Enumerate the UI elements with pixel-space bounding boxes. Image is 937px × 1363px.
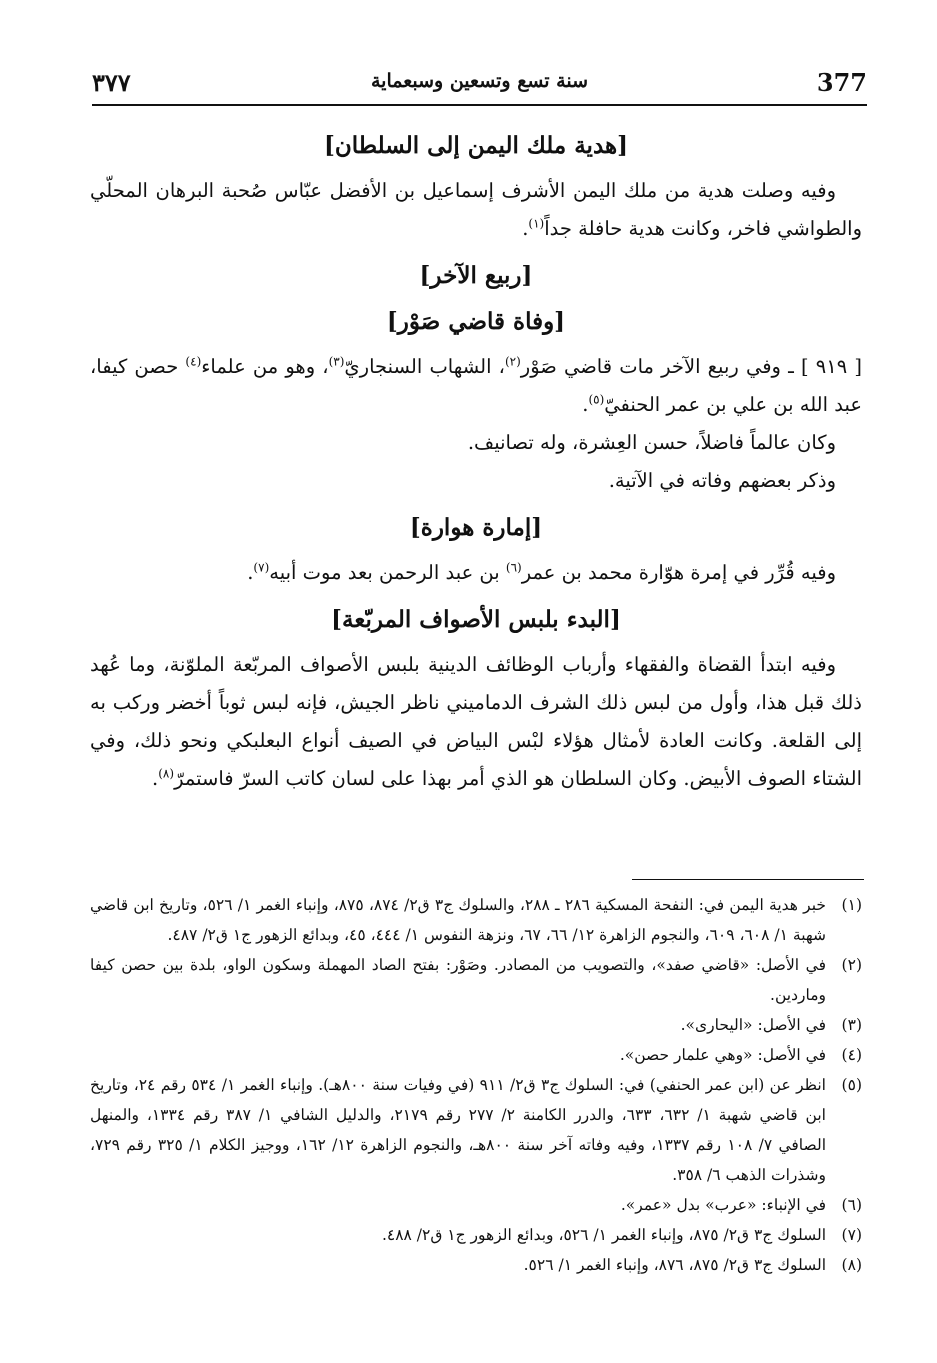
footnote-marker: (٦) [505,560,522,575]
footnote [90,1040,862,1070]
footnote-number: (٢) [841,956,862,974]
footnote-text: انظر عن (ابن عمر الحنفي) في: السلوك ج٣ ق٢/ ٩١١ (في وفيات سنة ٨٠٠هـ). وإنباء الغمر ١/ ٥٣٤ رقم ٢٤، وتاريخ ابن قاضي شهبة ١/ ٦٣٢، ٦٣٣، والدرر الكامنة ٢/ ٢٧٧ رقم ٢١٧٩، والدليل الشافي ١/ ٣٨٧ رقم ١٣٣٤، والمنهل الصافي ٧/ ١٠٨ رقم ١٣٣٧، وفيه وفاته آخر سنة ٨٠٠هـ، والنجوم الزاهرة ١٢/ ١٦٢، ووجيز الكلام ١/ ٣٢٥ رقم ٧٢٩، وشذرات الذهب ٦/ ٣٥٨. [90,1076,826,1184]
footnote [90,1070,862,1190]
footnote [90,890,862,950]
footnote [90,1010,862,1040]
section-heading-rabi-akhir: [ربيع الآخر] [419,262,533,289]
footnote [90,1220,862,1250]
page-number-latin: 377 [816,68,867,97]
footnote-rule [632,879,864,880]
paragraph-yemen-gift: وفيه وصلت هدية من ملك اليمن الأشرف إسماعيل بن الأفضل عبّاس صُحبة البرهان المحلّي والطواشي فاخر، وكانت هدية حافلة جداً$^{(١)}$. [90,179,862,240]
footnote-text: في الأصل: «قاضي صفد»، والتصويب من المصادر. وصَوْر: بفتح الصاد المهملة وسكون الواو، بلدة بين حصن كيفا وماردين. [90,956,826,1004]
footnote-number: (٤) [841,1046,862,1064]
header-rule [92,104,867,106]
paragraph-wool-garments: وفيه ابتدأ القضاة والفقهاء وأرباب الوظائف الدينية بلبس الأصواف المربّعة الملوّنة، وما عُهد ذلك قبل هذا، وأول من لبس ذلك الشرف الدماميني ناظر الجيش، فإنه لبس ثوباً أخضر وركب به إلى القلعة. وكانت العادة لأمثال هؤلاء لبْس البياض في الصيف أنواع البعلبكي ونحو ذلك، وفي الشتاء الصوف الأبيض. وكان السلطان هو الذي أمر بهذا على لسان كاتب السرّ فاستمرّ$^{(٨)}$. [90,653,862,790]
main-text [90,118,862,798]
footnote-number: (٨) [841,1256,862,1274]
footnote-number: (١) [841,896,862,914]
paragraph-entry-919: [ ٩١٩ ] ـ وفي ربيع الآخر مات قاضي صَوْر$^{(٢)}$، الشهاب السنجاريّ$^{(٣)}$، وهو من علماء$^{(٤)}$ حصن كيفا، عبد الله بن علي بن عمر الحنفيّ$^{(٥)}$. [90,354,862,416]
footnote-number: (٧) [841,1226,862,1244]
footnote-number: (٦) [841,1196,862,1214]
footnote-text: في الأصل: «اليحارى». [680,1016,826,1034]
footnote [90,950,862,1010]
footnote-text: في الأصل: «وهي علمار حصن». [619,1046,826,1064]
paragraph-hawwara: وفيه قُرِّر في إمرة هوّارة محمد بن عمر$^{(٦)}$ بن عبد الرحمن بعد موت أبيه$^{(٧)}$. [247,560,836,584]
footnote-text: السلوك ج٣ ق٢/ ٨٧٥، وإنباء الغمر ١/ ٥٢٦، وبدائع الزهور ج١ ق٢/ ٤٨٨. [381,1226,826,1244]
footnote-text: السلوك ج٣ ق٢/ ٨٧٥، ٨٧٦، وإنباء الغمر ١/ ٥٢٦. [523,1256,826,1274]
footnote [90,1190,862,1220]
footnote-number: (٣) [841,1016,862,1034]
footnote [90,1250,862,1280]
footnotes [90,890,862,1280]
running-header [92,62,867,102]
footnote-text: في الإنباء: «عرب» بدل «عمر». [620,1196,826,1214]
footnote-marker: (١) [528,216,545,231]
page-number-arabic: ٣٧٧ [92,68,131,97]
footnote-text: خبر هدية اليمن في: النفحة المسكية ٢٨٦ ـ ٢٨٨، والسلوك ج٣ ق٢/ ٨٧٤، ٨٧٥، وإنباء الغمر ١/ ٥٢٦، وتاريخ ابن قاضي شهبة ١/ ٦٠٨، ٦٠٩، والنجوم الزاهرة ١٢/ ٦٦، ٦٧، ونزهة النفوس ١/ ٤٤٤، ٤٥، وبدائع الزهور ج١ ق٢/ ٤٨٧. [90,896,826,944]
section-heading-qadi-sawr: [وفاة قاضي صَوْر] [386,308,566,335]
footnote-marker: (٨) [158,766,175,781]
paragraph-scholar-description: وكان عالماً فاضلاً، حسن العِشرة، وله تصانيف. [467,431,836,454]
section-heading-yemen-gift: [هدية ملك اليمن إلى السلطان] [323,132,629,159]
running-title: سنة تسع وتسعين وسبعماية [370,70,589,92]
footnote-number: (٥) [841,1076,862,1094]
paragraph-death-next-year: وذكر بعضهم وفاته في الآتية. [608,469,836,492]
footnote-marker: (٥) [588,392,605,407]
footnote-marker: (٢) [504,354,521,369]
footnote-marker: (٣) [328,354,345,369]
footnote-marker: (٤) [185,354,202,369]
section-heading-hawwara: [إمارة هوارة] [409,514,543,541]
section-heading-wool-garments: [البدء بلبس الأصواف المربّعة] [331,606,621,633]
footnote-marker: (٧) [253,560,270,575]
